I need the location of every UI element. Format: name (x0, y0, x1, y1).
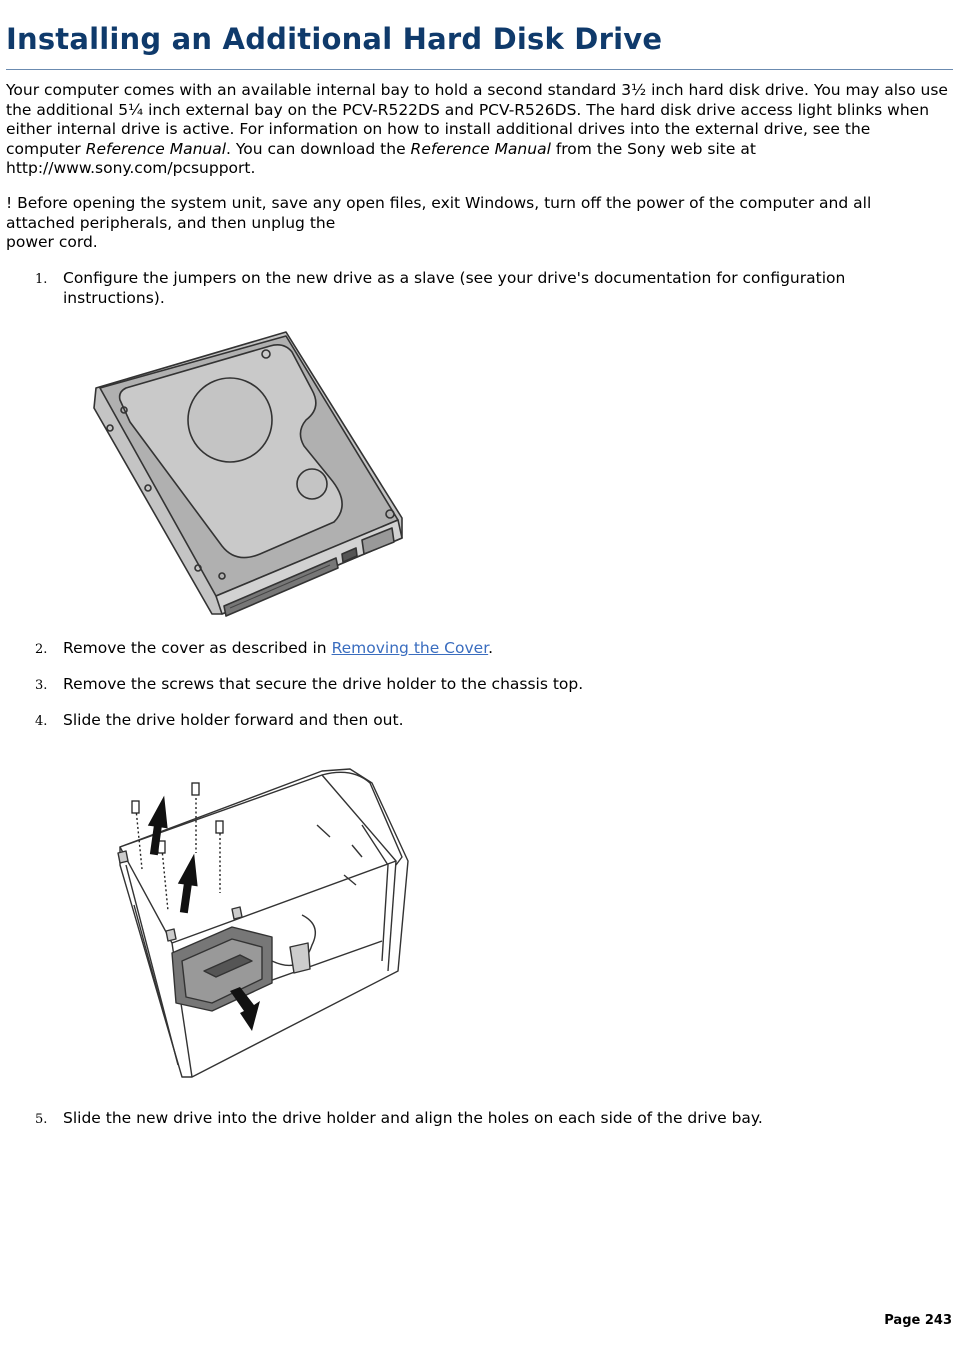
step-text: Remove the screws that secure the drive holder to the chassis top. (63, 675, 584, 693)
chassis-drive-holder-illustration (112, 765, 417, 1083)
reference-manual-emphasis: Reference Manual (85, 139, 227, 158)
step-number: 5. (35, 1112, 48, 1127)
step-number: 4. (35, 714, 48, 729)
step-number: 1. (35, 272, 48, 287)
page-number: Page 243 (884, 1313, 952, 1328)
step-text: Remove the cover as described in Removing the Cover. (63, 639, 494, 657)
step-number: 2. (35, 642, 48, 657)
step-text: Configure the jumpers on the new drive as a slave (see your drive's documentation for configuration instructions). (63, 269, 846, 307)
warning-text: ! Before opening the system unit, save any open files, exit Windows, turn off the power of the computer and all attached peripherals, and then unplug the power cord. (6, 194, 872, 251)
intro-text: Your computer comes with an available internal bay to hold a second standard 3½ inch hard disk drive. You may also use the additional 5¼ inch external bay on the PCV-R522DS and PCV-R526DS. The hard disk drive access light blinks when either internal drive is active. For information on how to install additional drives into the external drive, see the computer (6, 81, 948, 158)
step-text: Slide the drive holder forward and then out. (63, 711, 404, 729)
hard-disk-drive-illustration (90, 328, 410, 618)
page-title: Installing an Additional Hard Disk Drive (6, 22, 663, 56)
intro-paragraph (6, 81, 948, 179)
removing-the-cover-link[interactable]: Removing the Cover (331, 639, 489, 657)
intro-text: from the Sony web site at http://www.sony.com/pcsupport. (6, 139, 756, 177)
intro-text: . You can download the (226, 139, 411, 158)
reference-manual-emphasis: Reference Manual (410, 139, 551, 158)
step-number: 3. (35, 678, 48, 693)
step-text: Slide the new drive into the drive holder and align the holes on each side of the drive bay. (63, 1109, 763, 1127)
title-divider (6, 69, 953, 70)
